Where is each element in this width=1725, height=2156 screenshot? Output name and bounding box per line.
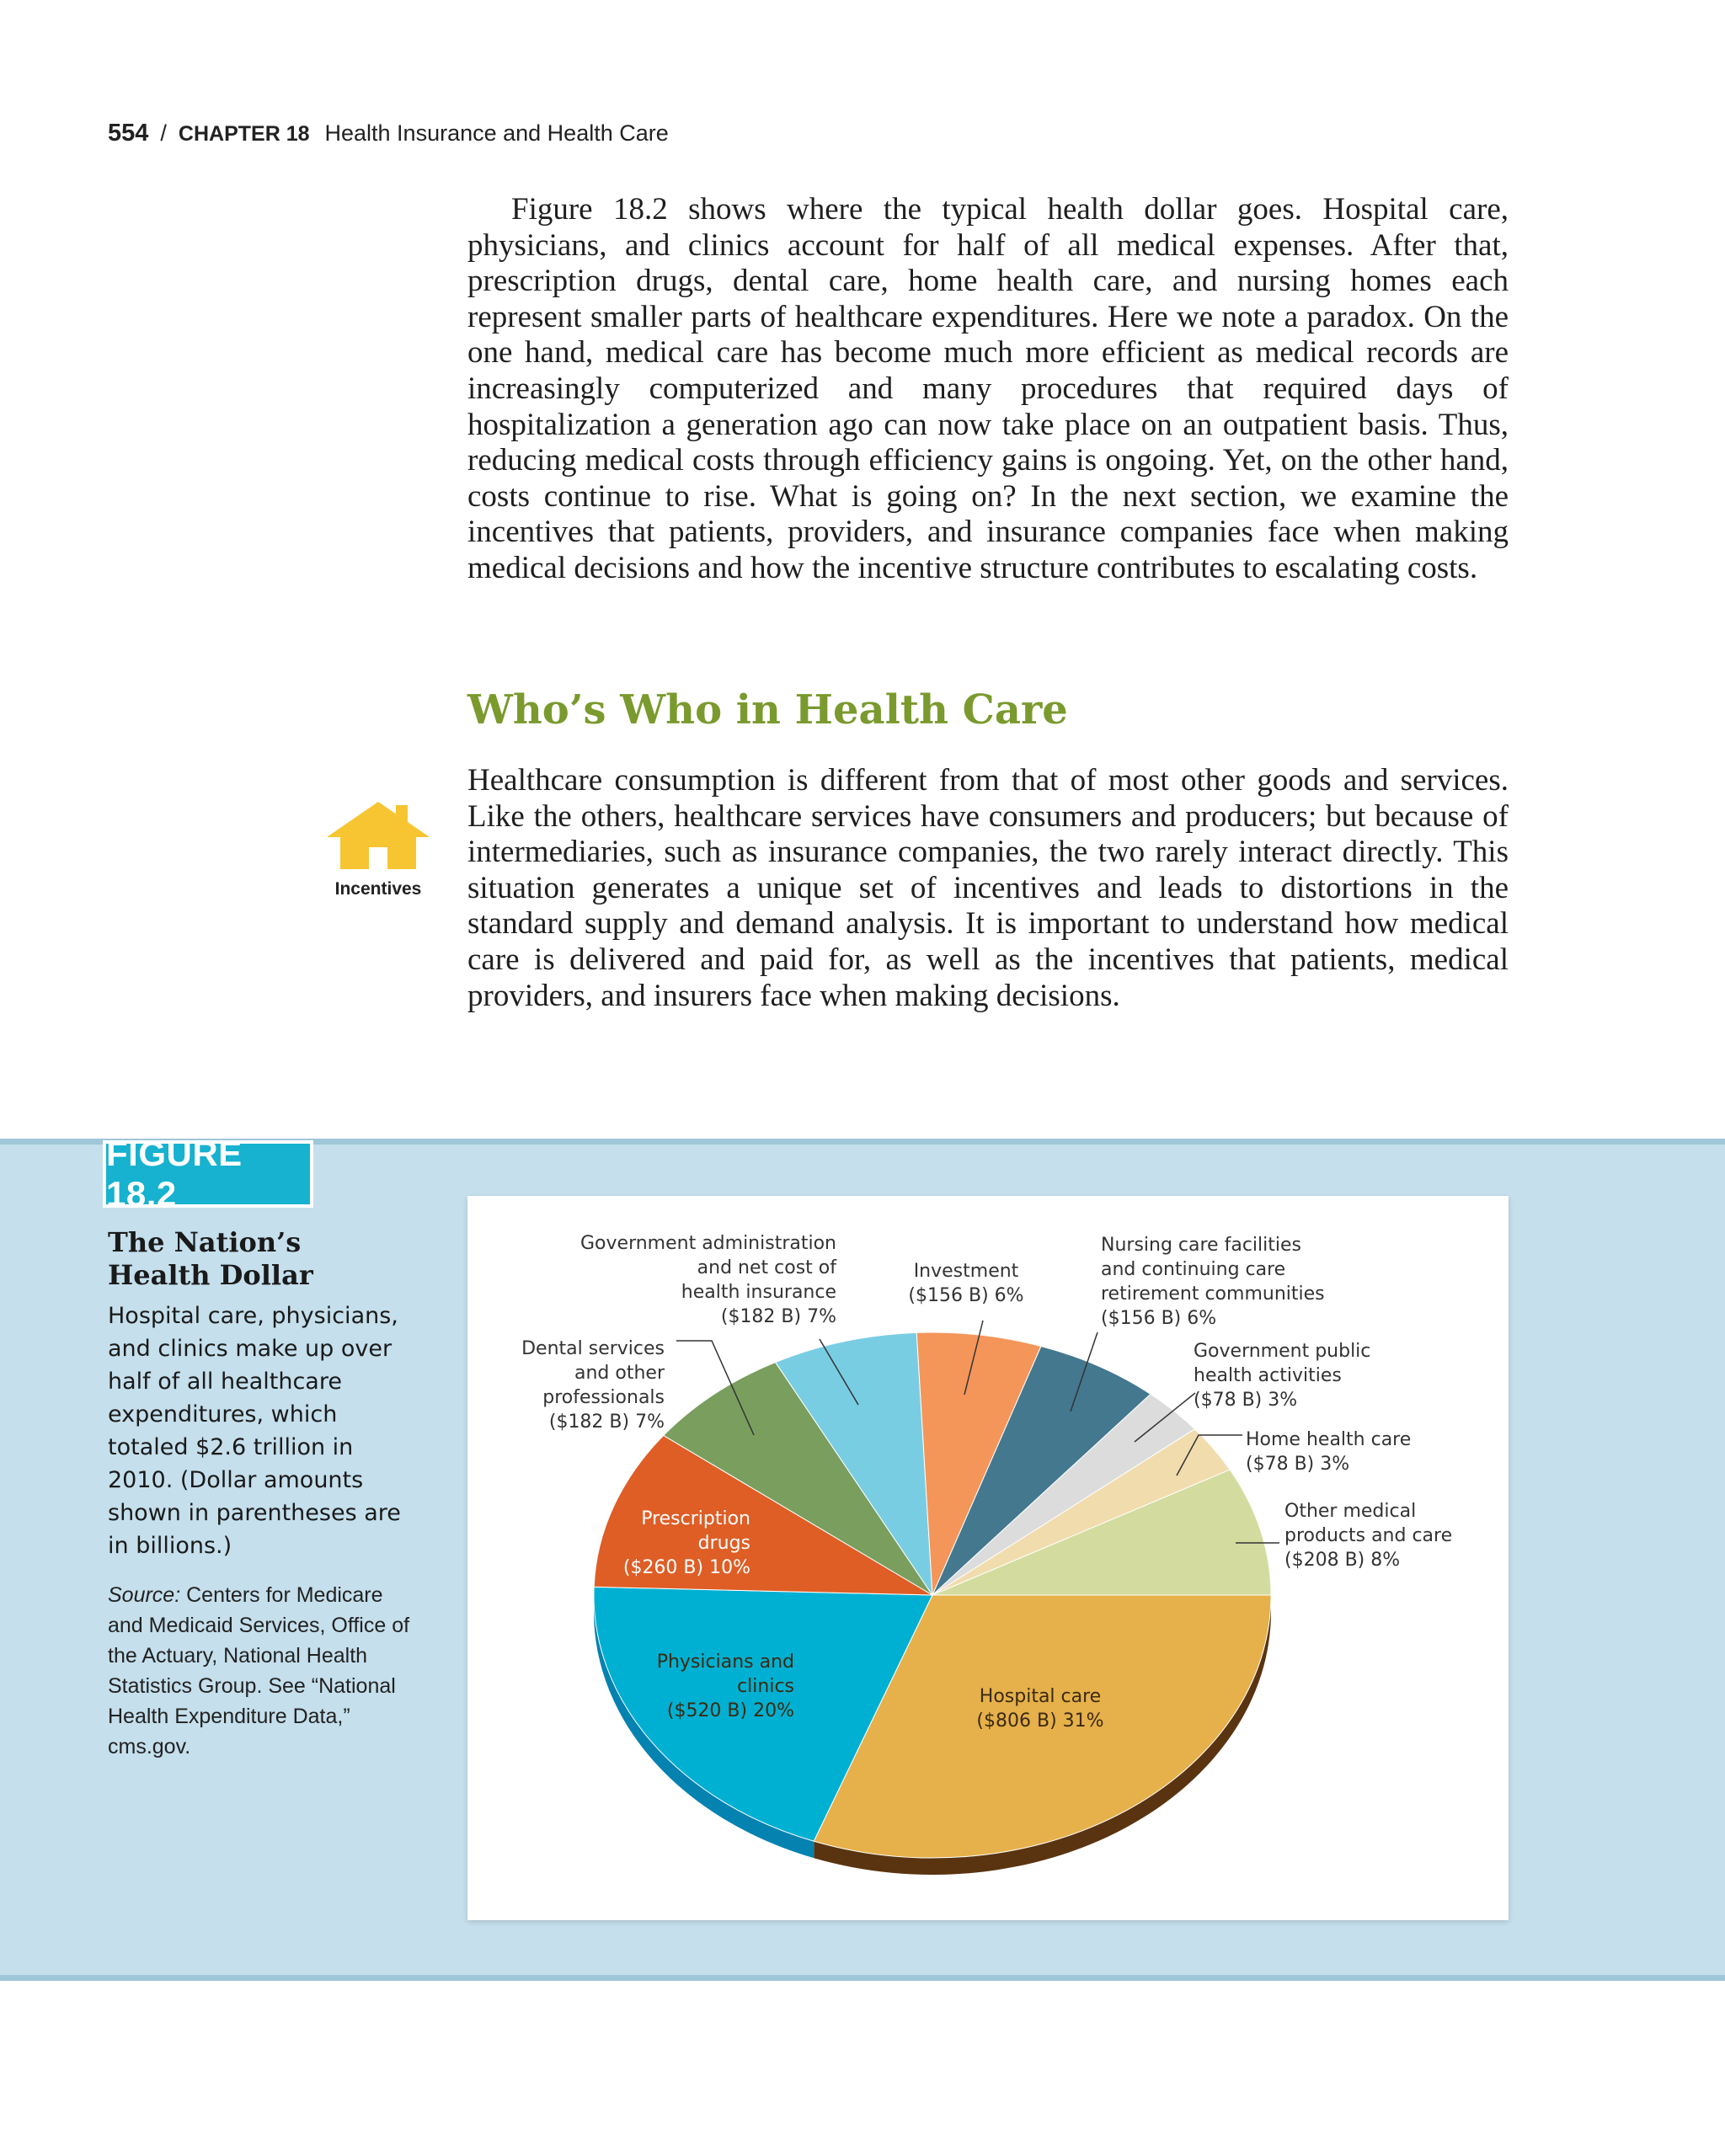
slice-label-line: ($78 B) 3% (1194, 1390, 1298, 1411)
slice-label-line: Government public (1194, 1341, 1371, 1362)
slice-label-line: ($156 B) 6% (1101, 1308, 1217, 1329)
slice-label-line: and net cost of (697, 1257, 836, 1278)
figure-number: FIGURE 18.2 (106, 1144, 310, 1204)
body-paragraph-2: Healthcare consumption is different from that of most other goods and services. Like the others, healthcare services have consumers and producers; but because of intermediaries, such as insurance companies, the two rarely interact directly. This situation generates a unique set of incentives and leads to distortions in the standard supply and demand analysis. It is important to understand how medical care is delivered and paid for, as well as the incentives that patients, medical providers, and insurers face when making decisions. (467, 763, 1509, 1013)
figure-tag (103, 1134, 313, 1214)
slice-label-5 (908, 1261, 1023, 1306)
slice-label-line: Other medical (1284, 1501, 1417, 1522)
slice-label-line: drugs (697, 1533, 750, 1554)
slice-label-line: health activities (1194, 1365, 1342, 1386)
slice-label-line: health insurance (681, 1282, 836, 1303)
slice-label-line: clinics (737, 1676, 794, 1697)
figure-caption-body: Hospital care, physicians, and clinics make up over half of all healthcare expenditures, which totaled $2.6 trillion in 2010. (Dollar amounts shown in parentheses are in billions.) (108, 1303, 401, 1559)
source-text: Centers for Medicare and Medicaid Services, Office of the Actuary, National Health Statistics Group. See “National Health Expenditure Data,” cms.gov. (108, 1583, 410, 1758)
slice-label-line: ($182 B) 7% (720, 1306, 836, 1327)
slice-label-line: ($520 B) 20% (666, 1700, 794, 1721)
slice-label-7 (1194, 1341, 1370, 1411)
slice-label-line: Investment (913, 1261, 1019, 1282)
slice-label-9 (1284, 1501, 1452, 1571)
slice-label-line: Hospital care (979, 1686, 1102, 1707)
header-separator: / (160, 120, 167, 146)
slice-label-line: Home health care (1246, 1429, 1412, 1450)
running-head (108, 120, 669, 153)
house-icon (325, 800, 431, 871)
slice-label-line: Government administration (580, 1233, 836, 1254)
slice-label-line: ($182 B) 7% (548, 1412, 665, 1433)
slice-label-8 (1246, 1429, 1411, 1475)
slice-label-line: products and care (1284, 1525, 1453, 1546)
figure-caption-title: The Nation’s Health Dollar (108, 1226, 313, 1291)
pie-chart (467, 1196, 1509, 1920)
slice-label-line: Nursing care facilities (1101, 1235, 1301, 1256)
section-heading: Who’s Who in Health Care (467, 686, 1068, 734)
chapter-title: Health Insurance and Health Care (324, 120, 669, 146)
slice-label-line: ($260 B) 10% (622, 1557, 750, 1578)
slice-label-line: professionals (542, 1387, 665, 1408)
slice-label-line: Prescription (641, 1508, 750, 1529)
body-paragraph-1: Figure 18.2 shows where the typical health dollar goes. Hospital care, physicians, and clinics account for half of all medical expenses. After that, prescription drugs, dental care, home health care, and nursing homes each represent smaller parts of healthcare expenditures. Here we note a paradox. On the one hand, medical care has become much more efficient as medical records are increasingly computerized and many procedures that required days of hospitalization a generation ago can now take place on an outpatient basis. Thus, reducing medical costs through efficiency gains is ongoing. Yet, on the other hand, costs continue to rise. What is going on? In the next section, we examine the incentives that patients, providers, and insurance companies face when making medical decisions and how the incentive structure contributes to escalating costs. (467, 192, 1509, 585)
slice-label-6 (1101, 1235, 1325, 1329)
slice-label-3 (521, 1338, 665, 1433)
source-label: Source: (108, 1583, 181, 1607)
chapter-label: CHAPTER 18 (178, 122, 310, 146)
slice-label-line: and other (574, 1363, 665, 1384)
slice-label-4 (580, 1233, 837, 1327)
slice-label-line: ($208 B) 8% (1284, 1550, 1401, 1571)
pie-chart-panel (467, 1196, 1509, 1920)
slice-label-line: and continuing care (1101, 1259, 1286, 1280)
slice-label-line: ($78 B) 3% (1246, 1454, 1350, 1475)
slice-label-line: ($156 B) 6% (908, 1285, 1024, 1306)
incentives-label: Incentives (334, 879, 422, 899)
slice-label-line: Physicians and (656, 1652, 794, 1673)
incentives-marker (325, 800, 431, 899)
slice-label-line: retirement communities (1101, 1283, 1325, 1305)
slice-label-line: ($806 B) 31% (976, 1710, 1104, 1732)
slice-label-line: Dental services (521, 1338, 665, 1359)
page-number: 554 (108, 120, 149, 147)
figure-source (108, 1580, 419, 1762)
